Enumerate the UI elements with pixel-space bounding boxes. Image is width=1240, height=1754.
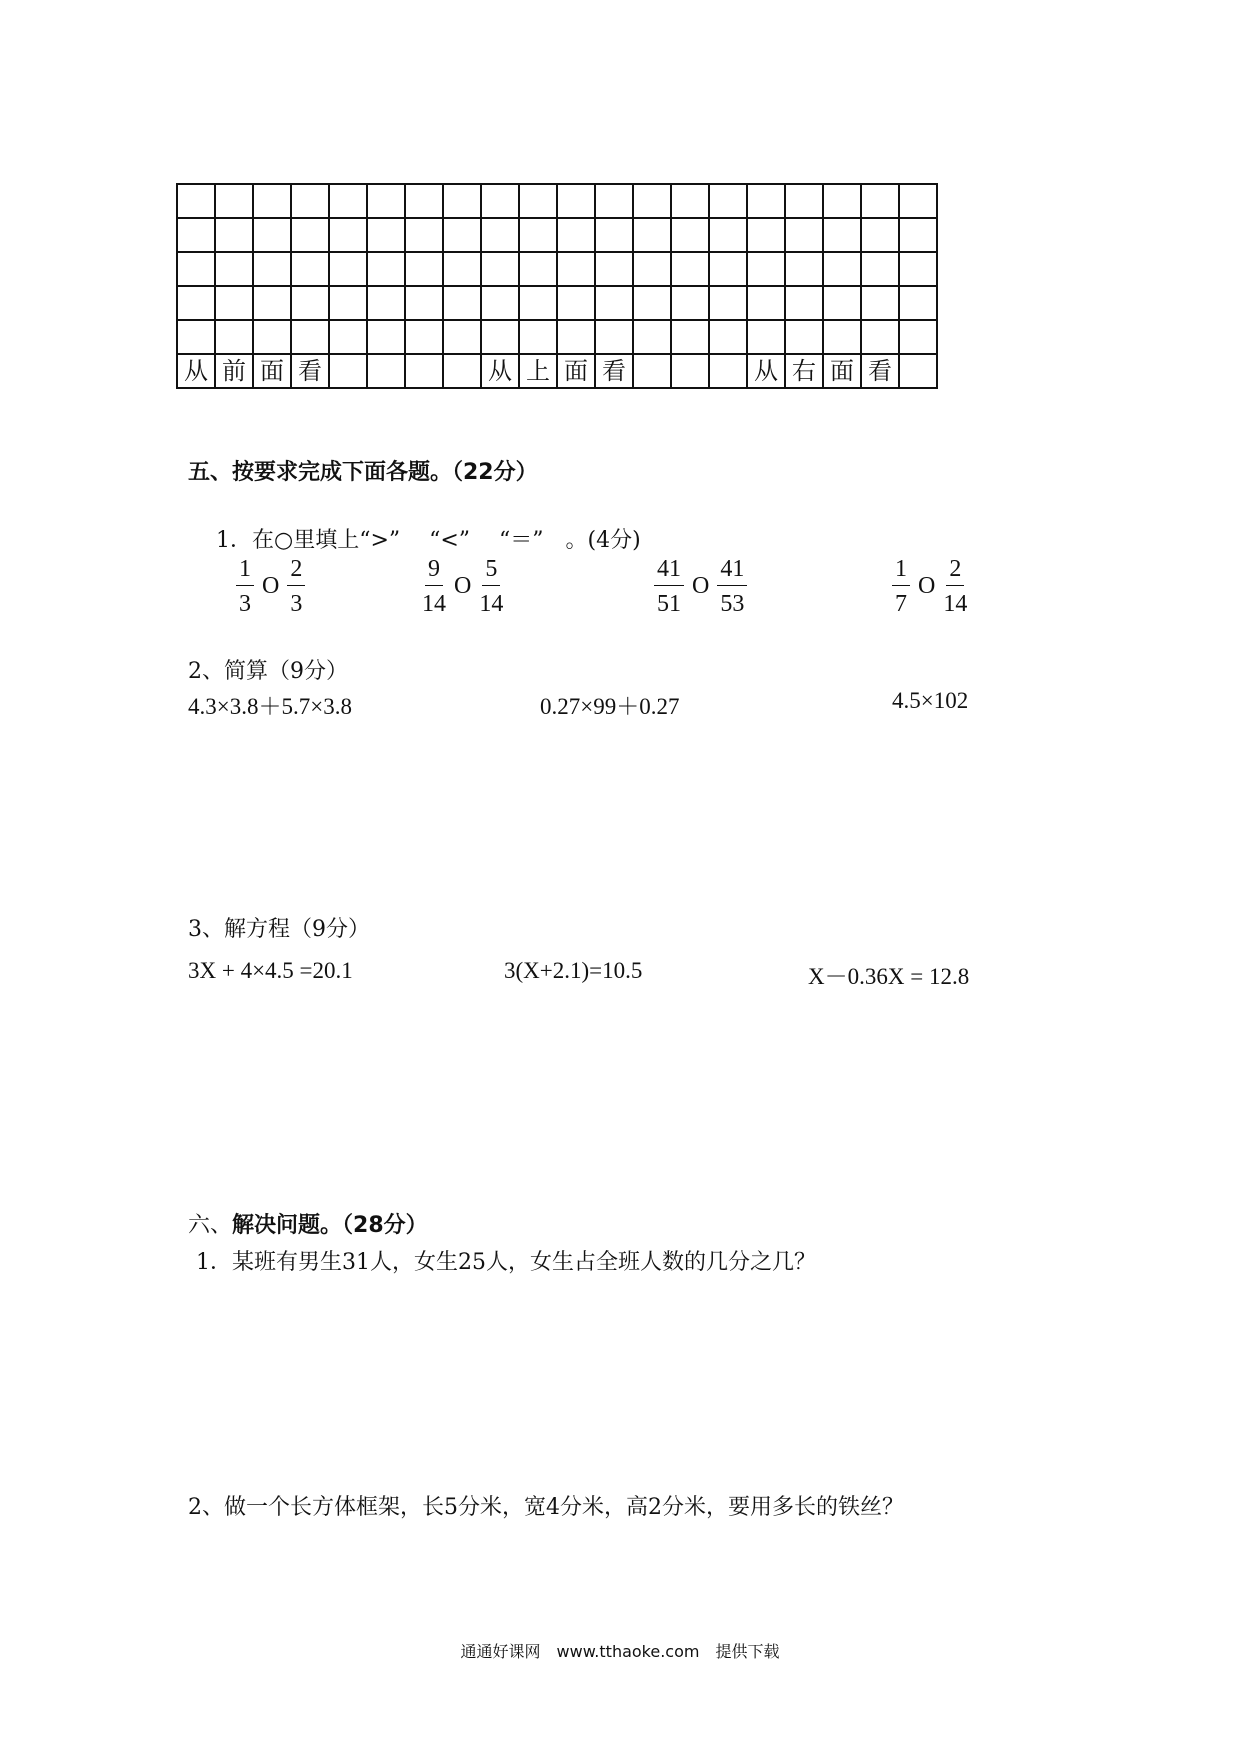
grid-cell[interactable] [595, 184, 633, 218]
grid-cell[interactable] [481, 184, 519, 218]
grid-label-cell[interactable]: 右 [785, 354, 823, 388]
grid-cell[interactable] [785, 286, 823, 320]
grid-cell[interactable] [253, 184, 291, 218]
grid-label-cell[interactable]: 从 [747, 354, 785, 388]
grid-cell[interactable] [899, 354, 937, 388]
grid-row [177, 184, 937, 218]
grid-cell[interactable] [785, 184, 823, 218]
grid-label-cell[interactable]: 看 [291, 354, 329, 388]
grid-cell[interactable] [177, 320, 215, 354]
fraction-right: 5 14 [479, 556, 504, 618]
grid-cell[interactable] [785, 320, 823, 354]
fraction-compare-item [422, 556, 503, 618]
grid-cell[interactable] [633, 286, 671, 320]
grid-cell[interactable] [557, 286, 595, 320]
grid-cell[interactable] [633, 354, 671, 388]
simplify-question-prompt: 2、简算（9分） [188, 659, 348, 684]
grid-cell[interactable] [291, 320, 329, 354]
fraction-compare-item [892, 556, 967, 618]
grid-cell[interactable] [747, 218, 785, 252]
grid-label-cell[interactable]: 从 [481, 354, 519, 388]
section-5-title: 五、按要求完成下面各题。（22分） [188, 460, 538, 485]
grid-cell[interactable] [481, 320, 519, 354]
grid-cell[interactable] [443, 184, 481, 218]
grid-label-cell[interactable]: 面 [557, 354, 595, 388]
grid-cell[interactable] [253, 218, 291, 252]
grid-cell[interactable] [291, 252, 329, 286]
grid-cell[interactable] [177, 218, 215, 252]
grid-label-cell[interactable]: 看 [595, 354, 633, 388]
grid-cell[interactable] [329, 218, 367, 252]
grid-cell[interactable] [443, 320, 481, 354]
view-drawing-grid [176, 183, 938, 389]
grid-row [177, 218, 937, 252]
grid-cell[interactable] [823, 184, 861, 218]
grid-cell[interactable] [861, 320, 899, 354]
grid-cell[interactable] [899, 320, 937, 354]
grid-cell[interactable] [747, 320, 785, 354]
grid-cell[interactable] [443, 354, 481, 388]
grid-cell[interactable] [595, 252, 633, 286]
grid-label-cell[interactable]: 前 [215, 354, 253, 388]
fraction-compare-item [236, 556, 305, 618]
grid-label-cell[interactable]: 面 [823, 354, 861, 388]
grid-cell[interactable] [329, 286, 367, 320]
word-problem-2: 2、做一个长方体框架，长5分米，宽4分米，高2分米，要用多长的铁丝？ [188, 1495, 904, 1520]
grid-cell[interactable] [671, 252, 709, 286]
grid-cell[interactable] [329, 354, 367, 388]
grid-cell[interactable] [671, 286, 709, 320]
fraction-left: 9 14 [422, 556, 446, 618]
grid-cell[interactable] [557, 218, 595, 252]
grid-cell[interactable] [329, 184, 367, 218]
grid-cell[interactable] [823, 218, 861, 252]
simplify-expression: 4.3×3.8＋5.7×3.8 [188, 694, 352, 719]
grid-cell[interactable] [557, 252, 595, 286]
grid-cell[interactable] [405, 354, 443, 388]
grid-row [177, 286, 937, 320]
grid-cell[interactable] [519, 252, 557, 286]
equation-question-prompt: 3、解方程（9分） [188, 917, 370, 942]
grid-label-cell[interactable]: 面 [253, 354, 291, 388]
grid-cell[interactable] [177, 252, 215, 286]
grid-cell[interactable] [709, 286, 747, 320]
grid-cell[interactable] [481, 286, 519, 320]
grid-row [177, 354, 937, 388]
grid-cell[interactable] [861, 252, 899, 286]
grid-cell[interactable] [747, 286, 785, 320]
grid-cell[interactable] [519, 320, 557, 354]
grid-cell[interactable] [291, 286, 329, 320]
grid-cell[interactable] [785, 218, 823, 252]
fraction-right: 41 53 [717, 556, 747, 618]
grid-cell[interactable] [329, 252, 367, 286]
grid-cell[interactable] [709, 354, 747, 388]
grid-cell[interactable] [747, 184, 785, 218]
grid-cell[interactable] [785, 252, 823, 286]
grid-cell[interactable] [253, 252, 291, 286]
grid-cell[interactable] [823, 252, 861, 286]
compare-circle-blank[interactable]: O [918, 573, 936, 600]
grid-cell[interactable] [633, 184, 671, 218]
grid-cell[interactable] [215, 252, 253, 286]
fraction-right: 2 3 [287, 556, 305, 618]
grid-cell[interactable] [443, 286, 481, 320]
grid-cell[interactable] [177, 286, 215, 320]
grid-cell[interactable] [519, 218, 557, 252]
grid-cell[interactable] [405, 252, 443, 286]
grid-cell[interactable] [671, 354, 709, 388]
grid-cell[interactable] [215, 184, 253, 218]
grid-cell[interactable] [291, 184, 329, 218]
equation-expression: 3(X+2.1)=10.5 [504, 958, 643, 983]
grid-cell[interactable] [709, 320, 747, 354]
equation-expression: X－0.36X = 12.8 [808, 964, 970, 989]
grid-cell[interactable] [405, 320, 443, 354]
grid-cell[interactable] [215, 320, 253, 354]
grid-cell[interactable] [595, 218, 633, 252]
fraction-left: 41 51 [654, 556, 684, 618]
grid-cell[interactable] [709, 184, 747, 218]
fraction-compare-item [654, 556, 747, 618]
section-6-title: 六、解决问题。（28分） [188, 1213, 428, 1238]
grid-cell[interactable] [367, 184, 405, 218]
compare-circle-blank[interactable]: O [692, 573, 710, 600]
grid-cell[interactable] [595, 320, 633, 354]
grid-cell[interactable] [861, 286, 899, 320]
grid-cell[interactable] [633, 218, 671, 252]
grid-row [177, 252, 937, 286]
grid-cell[interactable] [405, 286, 443, 320]
fraction-left: 1 7 [892, 556, 910, 618]
fraction-left: 1 3 [236, 556, 254, 618]
grid-cell[interactable] [253, 320, 291, 354]
grid-cell[interactable] [709, 252, 747, 286]
grid-cell[interactable] [367, 252, 405, 286]
grid-cell[interactable] [671, 184, 709, 218]
grid-cell[interactable] [899, 252, 937, 286]
grid-cell[interactable] [443, 218, 481, 252]
grid-cell[interactable] [519, 286, 557, 320]
grid-cell[interactable] [747, 252, 785, 286]
grid-cell[interactable] [177, 184, 215, 218]
grid-cell[interactable] [519, 184, 557, 218]
grid-cell[interactable] [253, 286, 291, 320]
grid-cell[interactable] [367, 218, 405, 252]
simplify-expression: 0.27×99＋0.27 [540, 694, 680, 719]
compare-question-prompt: 1．在○里填上“>” “<” “＝” 。(4分) [216, 528, 641, 553]
grid-cell[interactable] [671, 320, 709, 354]
grid-cell[interactable] [367, 320, 405, 354]
grid-cell[interactable] [823, 286, 861, 320]
page-footer: 通通好课网 www.tthaoke.com 提供下载 [460, 1642, 780, 1661]
grid-cell[interactable] [557, 320, 595, 354]
grid-cell[interactable] [899, 286, 937, 320]
grid-cell[interactable] [329, 320, 367, 354]
grid-cell[interactable] [215, 286, 253, 320]
grid-cell[interactable] [405, 184, 443, 218]
grid-cell[interactable] [481, 218, 519, 252]
grid-cell[interactable] [823, 320, 861, 354]
grid-cell[interactable] [633, 252, 671, 286]
grid-cell[interactable] [709, 218, 747, 252]
grid-cell[interactable] [595, 286, 633, 320]
simplify-expression: 4.5×102 [892, 688, 969, 713]
grid-cell[interactable] [557, 184, 595, 218]
grid-cell[interactable] [633, 320, 671, 354]
grid-cell[interactable] [367, 354, 405, 388]
grid-row [177, 320, 937, 354]
grid-cell[interactable] [215, 218, 253, 252]
compare-circle-blank[interactable]: O [262, 573, 280, 600]
compare-circle-blank[interactable]: O [454, 573, 472, 600]
grid-label-cell[interactable]: 上 [519, 354, 557, 388]
grid-label-cell[interactable]: 看 [861, 354, 899, 388]
grid-cell[interactable] [367, 286, 405, 320]
grid-cell[interactable] [861, 184, 899, 218]
fraction-right: 2 14 [943, 556, 968, 618]
grid-cell[interactable] [899, 218, 937, 252]
grid-cell[interactable] [861, 218, 899, 252]
equation-expression: 3X + 4×4.5 =20.1 [188, 958, 353, 983]
grid-cell[interactable] [671, 218, 709, 252]
grid-label-cell[interactable]: 从 [177, 354, 215, 388]
grid-cell[interactable] [443, 252, 481, 286]
grid-cell[interactable] [899, 184, 937, 218]
grid-cell[interactable] [291, 218, 329, 252]
grid-cell[interactable] [481, 252, 519, 286]
word-problem-1: 1．某班有男生31人，女生25人，女生占全班人数的几分之几？ [196, 1250, 816, 1275]
grid-cell[interactable] [405, 218, 443, 252]
